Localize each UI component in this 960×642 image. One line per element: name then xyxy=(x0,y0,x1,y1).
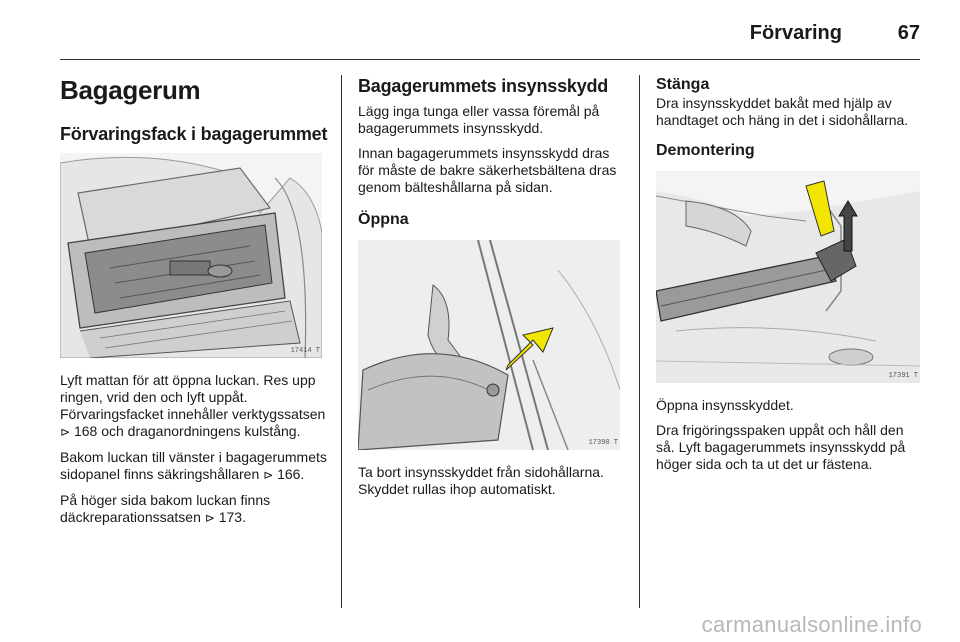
header-rule xyxy=(60,59,920,60)
reference-arrow-icon: ⊳ xyxy=(204,511,215,525)
cover-open-illustration xyxy=(358,240,620,450)
column-1 xyxy=(60,75,328,535)
page-header xyxy=(0,0,960,62)
cover-removal-figure xyxy=(656,171,920,383)
cover-open-figure xyxy=(358,240,620,450)
paragraph xyxy=(60,492,328,527)
section-title: Förvaring xyxy=(749,22,842,44)
reference-arrow-icon: ⊳ xyxy=(263,468,274,482)
paragraph: Dra frigöringsspaken uppåt och håll den så. Lyft bagagerummets insynsskydd på höger sida och ta ut det ur fästena. xyxy=(656,422,906,472)
reference-arrow-icon: ⊳ xyxy=(60,425,71,439)
paragraph xyxy=(60,372,328,441)
trunk-storage-illustration xyxy=(60,153,322,358)
page-reference[interactable]: 166. xyxy=(277,466,305,482)
paragraph: Dra insynsskyddet bakåt med hjälp av handtaget och häng in det i sidohållarna. xyxy=(656,95,909,128)
paragraph: Öppna insynsskyddet. xyxy=(656,397,794,413)
section-heading: Bagagerummets insynsskydd xyxy=(358,76,609,96)
column-divider xyxy=(341,75,342,608)
figure-id: 17414 T xyxy=(290,347,320,355)
subsection-title: Förvaringsfack i bagagerummet xyxy=(60,124,328,144)
trunk-storage-figure xyxy=(60,153,322,358)
page-number: 67 xyxy=(897,22,920,44)
paragraph-text: På höger sida bakom luckan finns däckreparationssatsen xyxy=(60,492,271,525)
subheading-open: Öppna xyxy=(358,211,409,228)
chapter-title: Bagagerum xyxy=(60,75,201,105)
column-2 xyxy=(358,75,620,506)
paragraph: Ta bort insynsskyddet från sidohållarna. Skyddet rullas ihop automatiskt. xyxy=(358,464,604,497)
figure-id: 17391 T xyxy=(888,372,918,380)
page-reference[interactable]: 168 xyxy=(73,423,98,439)
paragraph xyxy=(60,449,328,484)
paragraph: Lägg inga tunga eller vassa föremål på bagagerummets insynsskydd. xyxy=(358,103,600,136)
subheading-removal: Demontering xyxy=(656,142,755,159)
column-3 xyxy=(656,75,924,481)
column-divider xyxy=(639,75,640,608)
page-reference[interactable]: 173. xyxy=(218,509,246,525)
paragraph-text: Bakom luckan till vänster i bagagerummets sidopanel finns säkringshållaren xyxy=(60,449,327,482)
paragraph-text: och draganordningens kulstång. xyxy=(101,423,301,439)
subheading-close: Stänga xyxy=(656,76,710,93)
paragraph-text: Lyft mattan för att öppna luckan. Res upp ringen, vrid den och lyft uppåt. Förvaringsfacket innehåller verktygssatsen xyxy=(60,372,326,422)
site-watermark: carmanualsonline.info xyxy=(701,612,922,637)
figure-id: 17390 T xyxy=(588,439,618,447)
cover-removal-illustration xyxy=(656,171,920,383)
paragraph: Innan bagagerummets insynsskydd dras för måste de bakre säkerhetsbältena dras genom bälteshållarna på sidan. xyxy=(358,145,617,195)
